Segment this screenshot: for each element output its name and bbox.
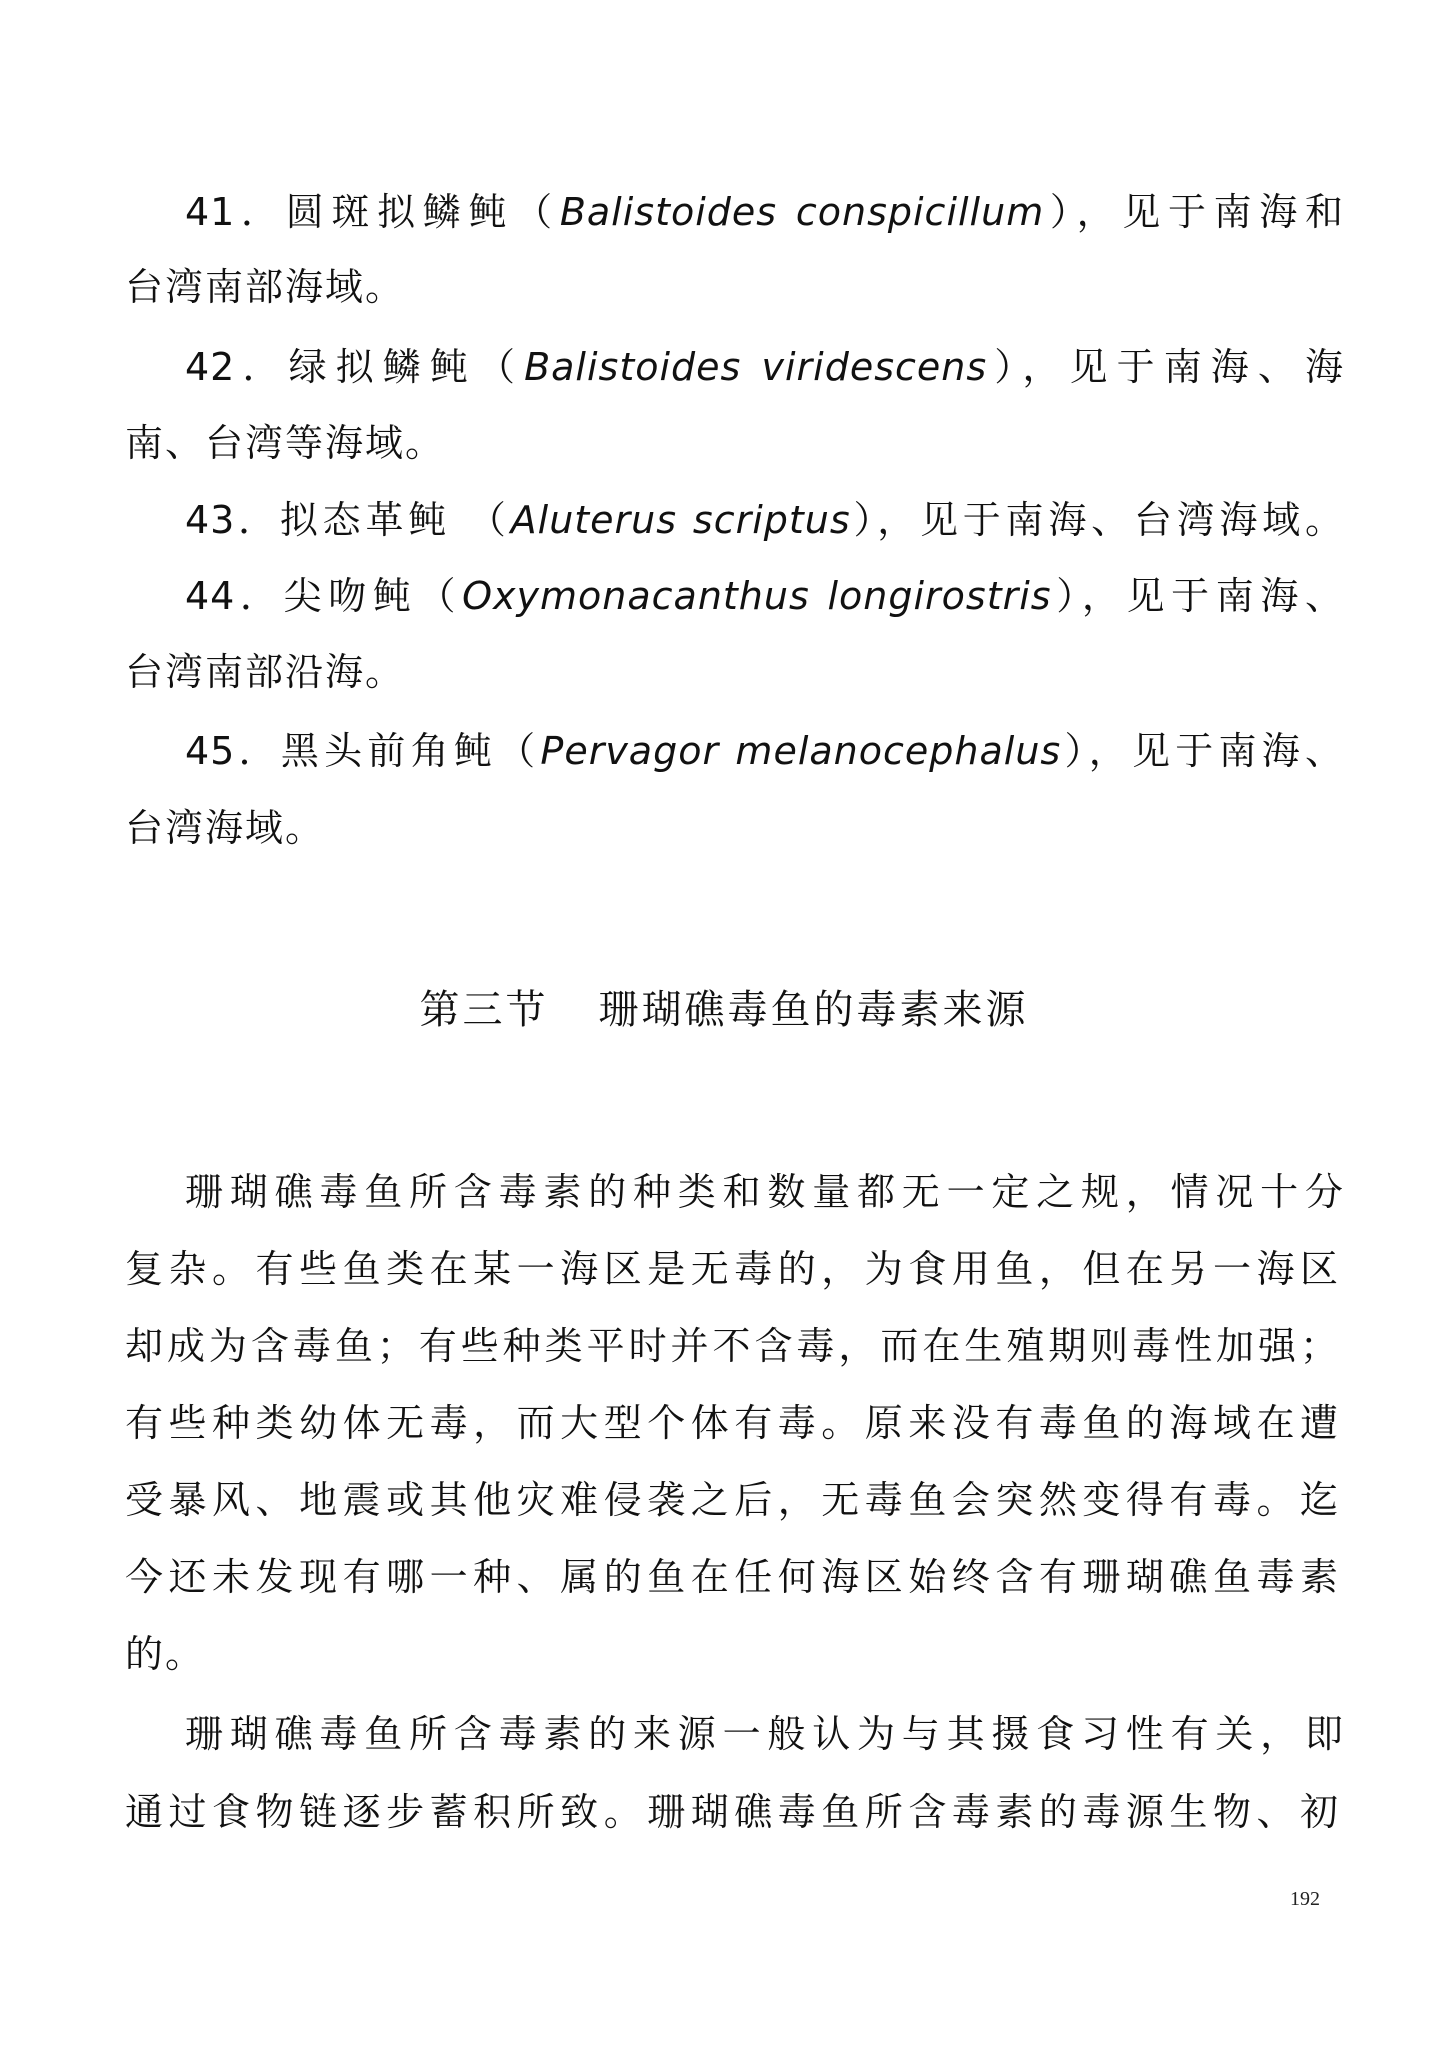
paragraph-line: 却成为含毒鱼；有些种类平时并不含毒，而在生殖期则毒性加强； [125,1324,1340,1368]
entry-number: 45． [185,729,281,773]
distribution-text: ），见于南海和 [1044,190,1345,234]
latin-name: Oxymonacanthus longirostris [462,574,1052,618]
paragraph-line: 受暴风、地震或其他灾难侵袭之后，无毒鱼会突然变得有毒。迄 [125,1478,1340,1522]
chinese-name: 尖吻鲀（ [283,574,463,618]
species-entry-44 [185,572,1345,620]
distribution-text: 台湾南部沿海。 [125,650,406,694]
distribution-text: 南、台湾等海域。 [125,421,446,465]
paragraph-line: 珊瑚礁毒鱼所含毒素的来源一般认为与其摄食习性有关，即 [185,1712,1345,1756]
distribution-text: ），见于南海、 [1051,574,1345,618]
species-entry-42 [185,343,1345,391]
latin-name: Aluterus scriptus [510,498,851,542]
chinese-name: 绿拟鳞鲀（ [288,345,525,389]
paragraph-line: 复杂。有些鱼类在某一海区是无毒的，为食用鱼，但在另一海区 [125,1247,1340,1291]
page-number: 192 [1290,1888,1320,1910]
species-entry-41-continued [125,263,1340,311]
section-heading [0,985,1448,1035]
species-entry-42-continued [125,419,1340,467]
chinese-name: 黑头前角鲀（ [280,729,541,773]
paragraph-line: 通过食物链逐步蓄积所致。珊瑚礁毒鱼所含毒素的毒源生物、初 [125,1790,1340,1834]
section-title: 珊瑚礁毒鱼的毒素来源 [598,987,1029,1033]
latin-name: Balistoides viridescens [524,345,988,389]
species-entry-45-continued [125,804,1340,852]
species-entry-45 [185,727,1345,775]
paragraph-line: 珊瑚礁毒鱼所含毒素的种类和数量都无一定之规，情况十分 [185,1170,1345,1214]
entry-number: 41． [185,190,286,234]
latin-name: Balistoides conspicillum [559,190,1045,234]
entry-number: 44． [185,574,284,618]
distribution-text: 台湾海域。 [125,806,326,850]
species-entry-44-continued [125,648,1340,696]
chinese-name: 拟态革鲀 （ [279,498,511,542]
distribution-text: 台湾南部海域。 [125,265,406,309]
species-entry-41 [185,188,1345,236]
chinese-name: 圆斑拟鳞鲀（ [285,190,560,234]
section-label: 第三节 [419,987,549,1033]
paragraph-line: 的。 [125,1632,206,1676]
latin-name: Pervagor melanocephalus [540,729,1062,773]
entry-number: 43． [185,498,280,542]
paragraph-line: 今还未发现有哪一种、属的鱼在任何海区始终含有珊瑚礁鱼毒素 [125,1555,1340,1599]
species-entry-43 [185,496,1345,544]
paragraph-line: 有些种类幼体无毒，而大型个体有毒。原来没有毒鱼的海域在遭 [125,1401,1340,1445]
distribution-text: ），见于南海、台湾海域。 [850,498,1345,542]
distribution-text: ），见于南海、 [1061,729,1345,773]
distribution-text: ），见于南海、海 [987,345,1345,389]
entry-number: 42． [185,345,289,389]
